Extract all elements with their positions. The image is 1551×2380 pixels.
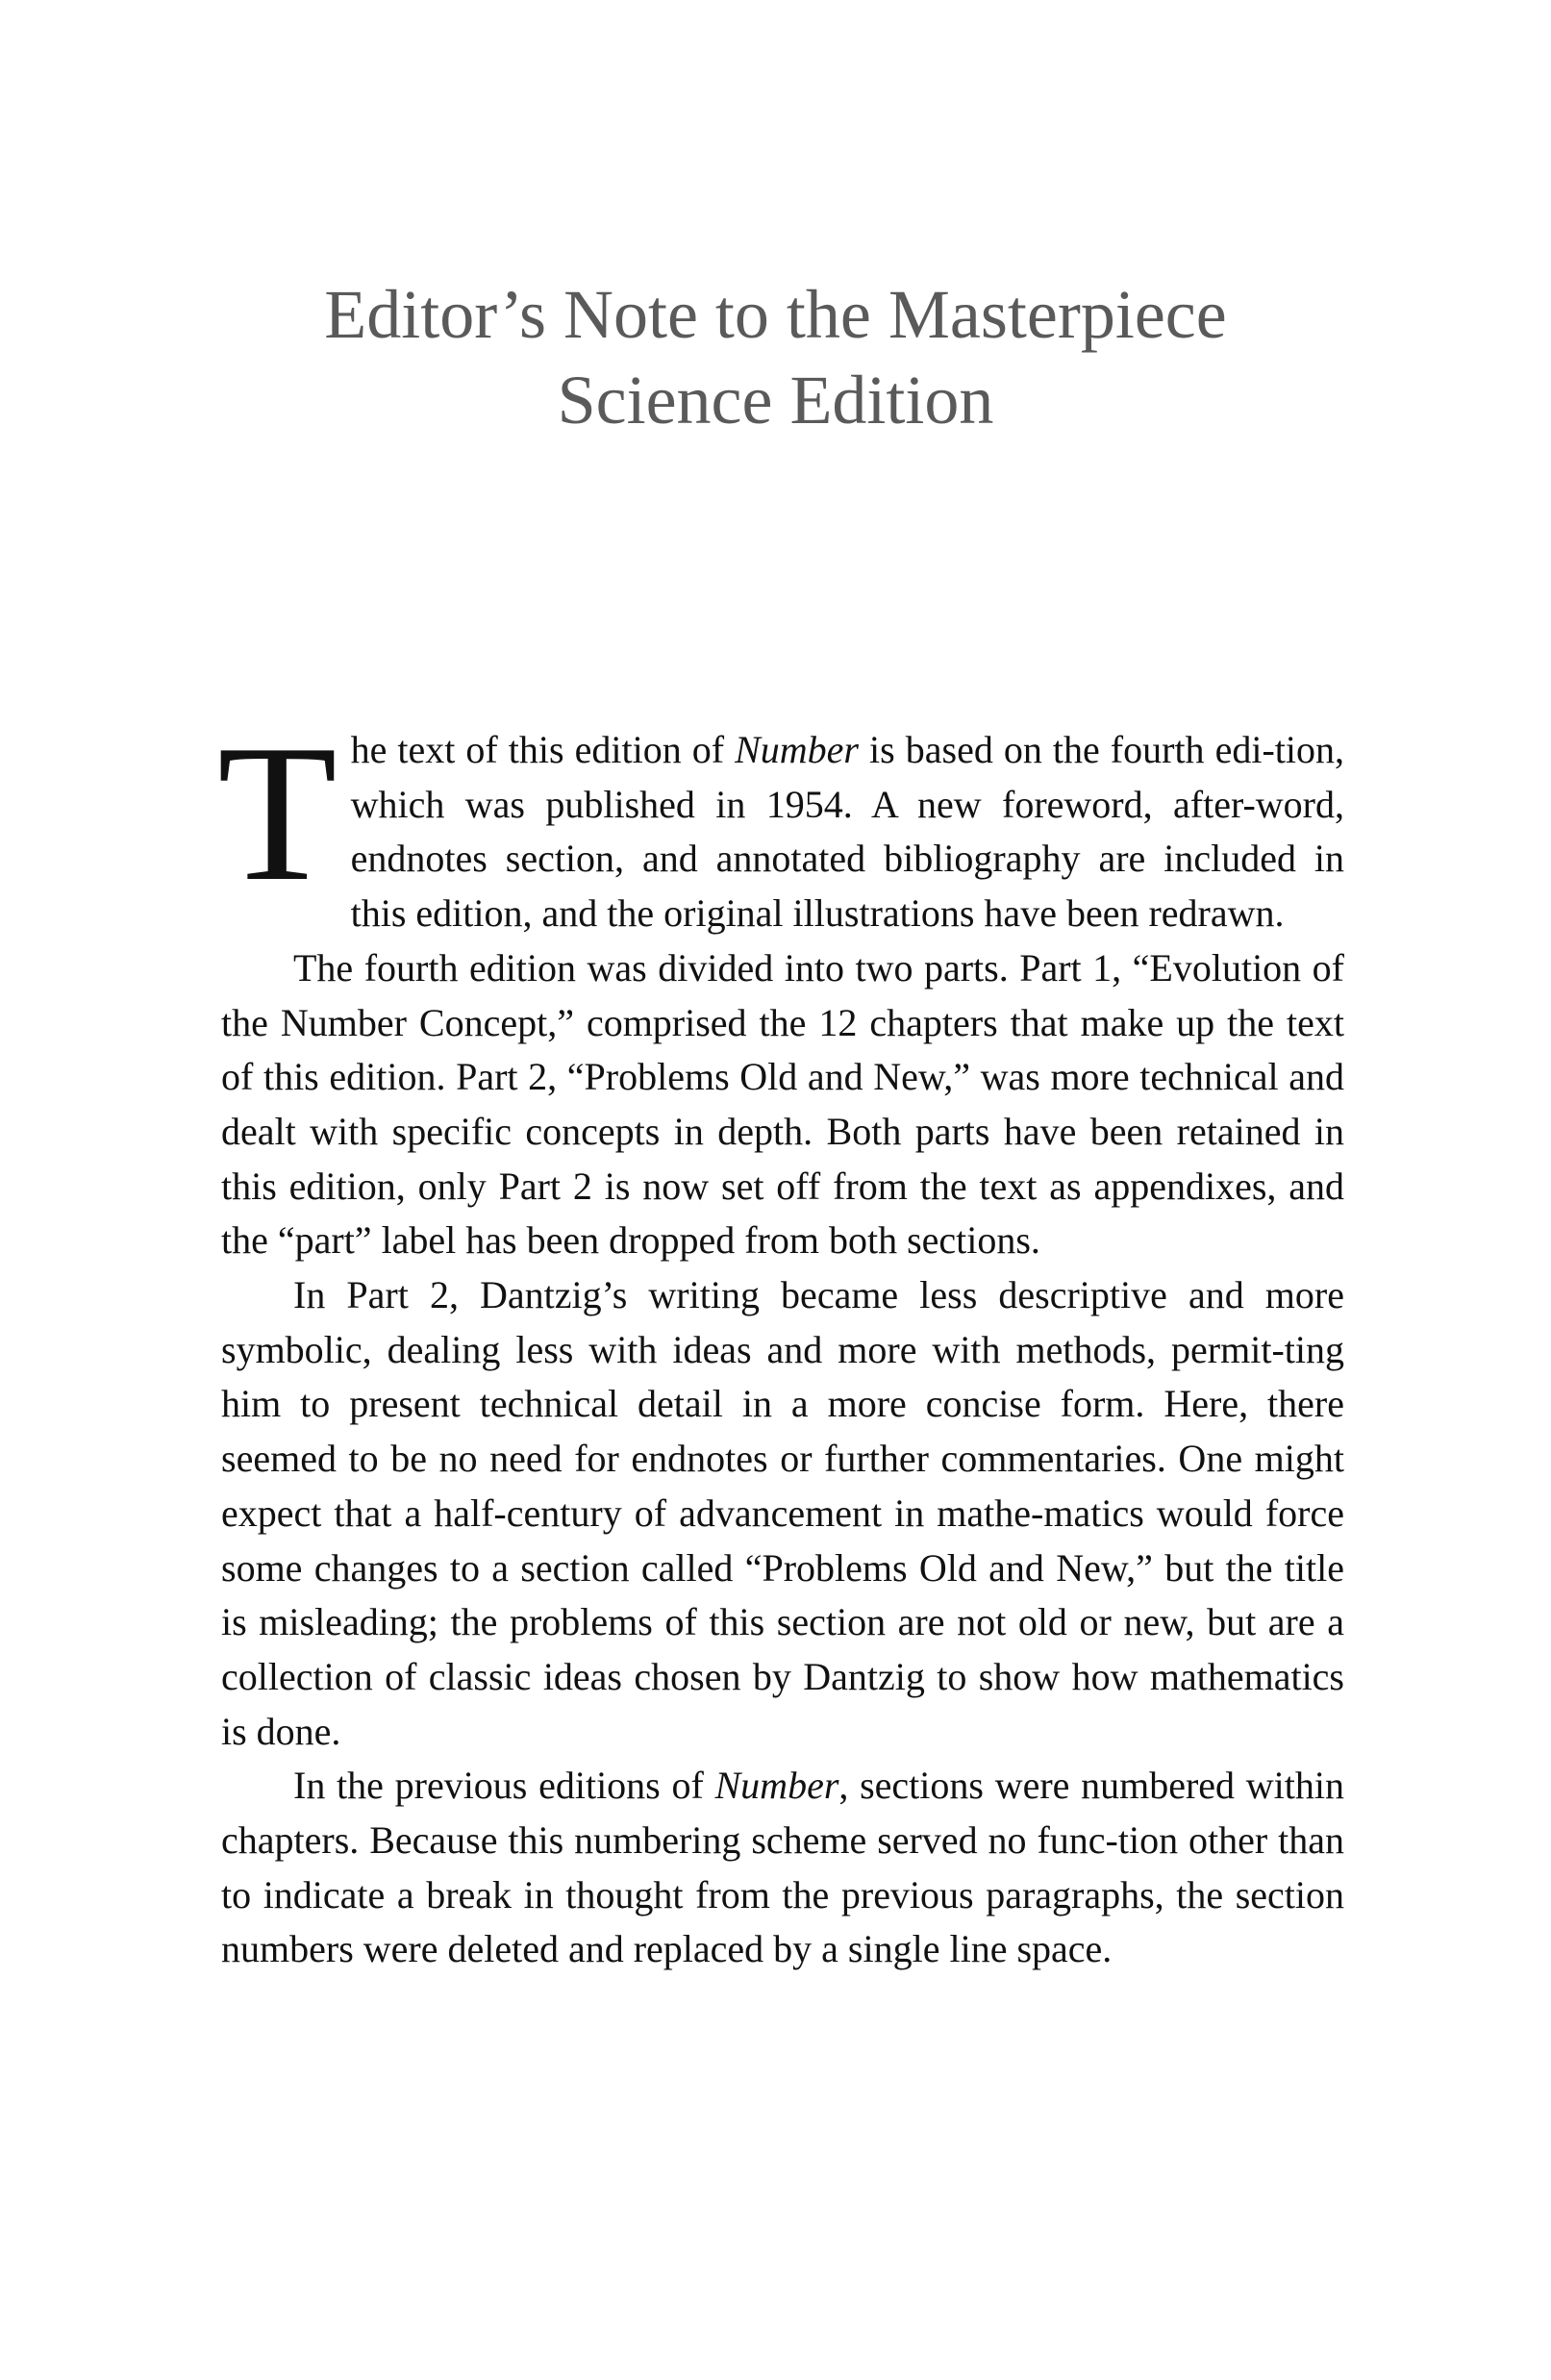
- paragraph-1: [217, 705, 1344, 941]
- paragraph-4-text: In the previous editions of: [293, 1764, 715, 1808]
- book-title-number: Number: [735, 728, 859, 771]
- paragraph-4: [221, 1759, 1344, 1977]
- paragraph-2-text: The fourth edition was divided into two parts. Part 1, “Evolution of the Number Concept,” comprised the 12 chapters that make up the text of this edition. Part 2, “Problems Old and New,” was more technical and dealt with specific concepts in depth. Both parts have been retained in this edition, only Part 2 is now set off from the text as appendixes, and the “part” label has been dropped from both sections.: [221, 945, 1344, 1263]
- body-text: [217, 705, 1345, 1977]
- page-title-line-2: Science Edition: [557, 362, 994, 438]
- paragraph-1-text-cont: is based on the fourth edi-tion, which was published in 1954. A new foreword, after-word, endnotes section, and annotated bibliography are included in this edition, and the original illustrations have been redrawn.: [350, 728, 1344, 936]
- paragraph-3-text: In Part 2, Dantzig’s writing became less descriptive and more symbolic, dealing less with ideas and more with methods, permit-ting him to present technical detail in a more concise form. Here, there seemed to be no need for endnotes or further commentaries. One might expect that a half-century of advancement in mathe-matics would force some changes to a section called “Problems Old and New,” but the title is misleading; the problems of this section are not old or new, but are a collection of classic ideas chosen by Dantzig to show how mathematics is done.: [221, 1273, 1344, 1753]
- paragraph-2: [221, 941, 1344, 1268]
- paragraph-1-text: he text of this edition of: [350, 728, 736, 771]
- paragraph-3: [221, 1268, 1344, 1759]
- page-title-line-1: Editor’s Note to the Masterpiece: [324, 276, 1227, 353]
- drop-cap: T: [217, 705, 338, 922]
- book-title-number: Number: [714, 1764, 839, 1808]
- paragraph-4-text-cont: , sections were numbered within chapters. Because this numbering scheme served no func-tion other than to indicate a break in thought from the previous paragraphs, the section numbers were deleted and replaced by a single line space.: [221, 1764, 1345, 1971]
